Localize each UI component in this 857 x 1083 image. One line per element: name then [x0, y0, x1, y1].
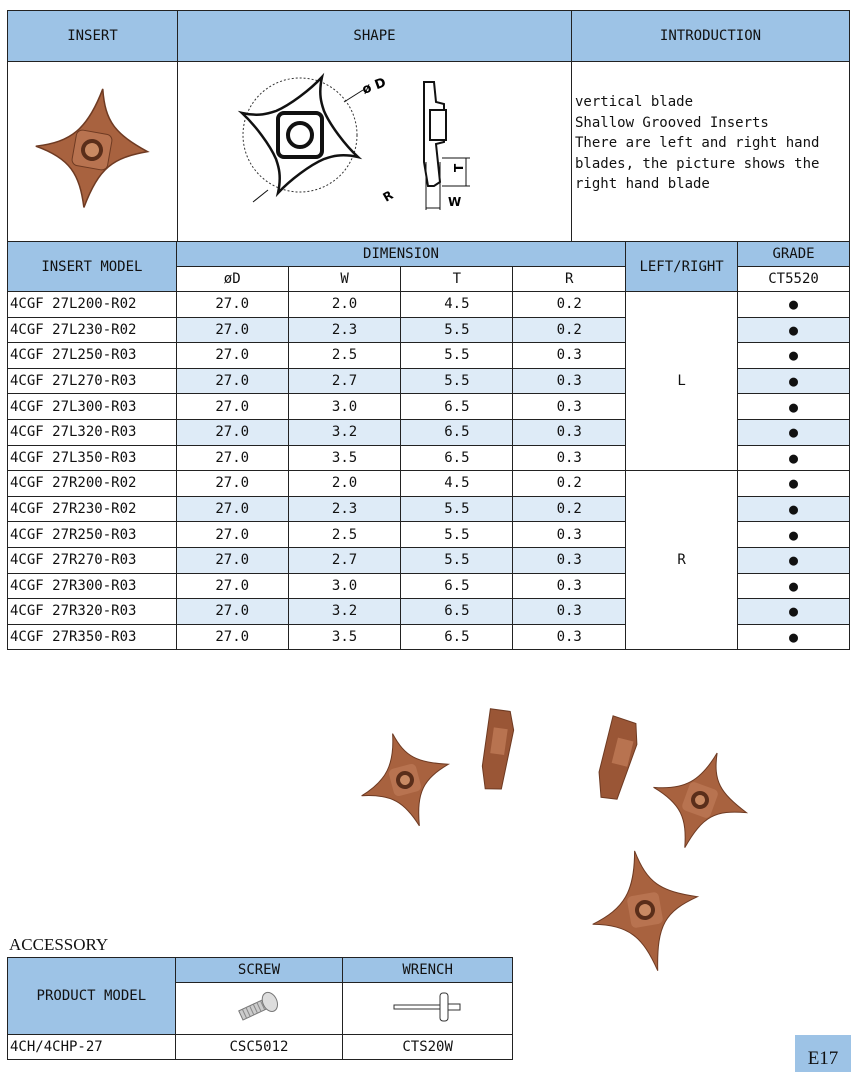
dim-header-w: W — [288, 267, 401, 292]
r-cell: 0.3 — [513, 445, 626, 471]
t-cell: 4.5 — [401, 292, 513, 318]
grade-mark: ● — [738, 343, 850, 369]
thickness-label: T — [452, 163, 466, 172]
d-cell: 27.0 — [176, 471, 288, 497]
t-cell: 6.5 — [401, 624, 513, 650]
side-cell: R — [626, 471, 738, 650]
grade-mark: ● — [738, 445, 850, 471]
model-cell: 4CGF 27R270-R03 — [8, 547, 177, 573]
w-cell: 3.2 — [288, 599, 401, 625]
page-number: E17 — [795, 1035, 851, 1072]
d-cell: 27.0 — [176, 317, 288, 343]
w-cell: 3.0 — [288, 394, 401, 420]
model-cell: 4CGF 27R350-R03 — [8, 624, 177, 650]
r-cell: 0.2 — [513, 496, 626, 522]
w-cell: 3.0 — [288, 573, 401, 599]
model-cell: 4CGF 27L200-R02 — [8, 292, 177, 318]
wrench-code: CTS20W — [343, 1035, 513, 1060]
d-cell: 27.0 — [176, 394, 288, 420]
t-cell: 5.5 — [401, 522, 513, 548]
diameter-label: ø D — [360, 75, 389, 98]
grade-mark: ● — [738, 573, 850, 599]
w-cell: 2.5 — [288, 522, 401, 548]
inserts-photo — [345, 700, 765, 985]
w-cell: 2.0 — [288, 292, 401, 318]
dim-header-r: R — [513, 267, 626, 292]
d-cell: 27.0 — [176, 522, 288, 548]
insert-header: INSERT — [8, 11, 178, 62]
t-cell: 4.5 — [401, 471, 513, 497]
wrench-header: WRENCH — [343, 958, 513, 983]
dim-header-d: øD — [176, 267, 288, 292]
d-cell: 27.0 — [176, 573, 288, 599]
radius-label: R — [380, 187, 396, 205]
screw-code: CSC5012 — [175, 1035, 343, 1060]
insert-overview-table — [7, 10, 850, 243]
grade-mark: ● — [738, 394, 850, 420]
shape-header: SHAPE — [178, 11, 572, 62]
left-right-header: LEFT/RIGHT — [626, 242, 738, 292]
w-cell: 2.5 — [288, 343, 401, 369]
model-cell: 4CGF 27L300-R03 — [8, 394, 177, 420]
insert-photo — [8, 62, 177, 238]
model-cell: 4CGF 27L350-R03 — [8, 445, 177, 471]
dimension-header: DIMENSION — [176, 242, 625, 267]
r-cell: 0.3 — [513, 624, 626, 650]
model-cell: 4CGF 27R300-R03 — [8, 573, 177, 599]
r-cell: 0.2 — [513, 471, 626, 497]
d-cell: 27.0 — [176, 624, 288, 650]
r-cell: 0.3 — [513, 368, 626, 394]
t-cell: 6.5 — [401, 394, 513, 420]
introduction-header: INTRODUCTION — [572, 11, 850, 62]
accessory-model: 4CH/4CHP-27 — [8, 1035, 176, 1060]
shape-drawing — [178, 62, 571, 238]
screw-header: SCREW — [175, 958, 343, 983]
grade-mark: ● — [738, 496, 850, 522]
insert-photo-cell — [8, 62, 178, 243]
model-cell: 4CGF 27R250-R03 — [8, 522, 177, 548]
model-cell: 4CGF 27R200-R02 — [8, 471, 177, 497]
t-cell: 5.5 — [401, 317, 513, 343]
t-cell: 6.5 — [401, 445, 513, 471]
model-cell: 4CGF 27L250-R03 — [8, 343, 177, 369]
r-cell: 0.3 — [513, 394, 626, 420]
t-cell: 5.5 — [401, 547, 513, 573]
grade-header: GRADE — [738, 242, 850, 267]
model-cell: 4CGF 27L230-R02 — [8, 317, 177, 343]
w-cell: 2.3 — [288, 317, 401, 343]
screw-image-cell — [175, 983, 343, 1035]
dim-header-t: T — [401, 267, 513, 292]
grade-mark: ● — [738, 471, 850, 497]
introduction-cell — [572, 62, 850, 243]
d-cell: 27.0 — [176, 419, 288, 445]
intro-line: Shallow Grooved Inserts — [575, 114, 769, 131]
model-header: INSERT MODEL — [8, 242, 177, 292]
t-cell: 5.5 — [401, 368, 513, 394]
accessory-table — [7, 957, 513, 1060]
insert-spec-table — [7, 241, 850, 650]
t-cell: 6.5 — [401, 573, 513, 599]
w-cell: 2.7 — [288, 368, 401, 394]
width-label: W — [448, 195, 462, 209]
table-row — [8, 471, 850, 497]
shape-drawing-cell — [178, 62, 572, 243]
intro-line: vertical blade — [575, 94, 694, 110]
r-cell: 0.3 — [513, 419, 626, 445]
w-cell: 3.2 — [288, 419, 401, 445]
grade-mark: ● — [738, 522, 850, 548]
model-cell: 4CGF 27L320-R03 — [8, 419, 177, 445]
intro-line: right hand blade — [575, 176, 710, 192]
r-cell: 0.3 — [513, 573, 626, 599]
d-cell: 27.0 — [176, 292, 288, 318]
table-row — [8, 292, 850, 318]
side-cell: L — [626, 292, 738, 471]
w-cell: 2.7 — [288, 547, 401, 573]
d-cell: 27.0 — [176, 368, 288, 394]
model-cell: 4CGF 27R320-R03 — [8, 599, 177, 625]
r-cell: 0.3 — [513, 522, 626, 548]
r-cell: 0.3 — [513, 547, 626, 573]
t-cell: 6.5 — [401, 419, 513, 445]
intro-line: There are left and right hand — [575, 135, 820, 151]
grade-mark: ● — [738, 624, 850, 650]
t-cell: 5.5 — [401, 343, 513, 369]
product-model-header: PRODUCT MODEL — [8, 958, 176, 1035]
intro-line: blades, the picture shows the — [575, 155, 820, 172]
d-cell: 27.0 — [176, 445, 288, 471]
d-cell: 27.0 — [176, 599, 288, 625]
d-cell: 27.0 — [176, 343, 288, 369]
grade-mark: ● — [738, 547, 850, 573]
w-cell: 2.3 — [288, 496, 401, 522]
model-cell: 4CGF 27L270-R03 — [8, 368, 177, 394]
d-cell: 27.0 — [176, 496, 288, 522]
grade-mark: ● — [738, 317, 850, 343]
r-cell: 0.3 — [513, 343, 626, 369]
accessory-title: ACCESSORY — [9, 935, 109, 954]
wrench-image-cell — [343, 983, 513, 1035]
r-cell: 0.3 — [513, 599, 626, 625]
grade-mark: ● — [738, 419, 850, 445]
grade-code-header: CT5520 — [738, 267, 850, 292]
wrench-icon — [388, 985, 468, 1029]
model-cell: 4CGF 27R230-R02 — [8, 496, 177, 522]
grade-mark: ● — [738, 292, 850, 318]
grade-mark: ● — [738, 599, 850, 625]
r-cell: 0.2 — [513, 317, 626, 343]
t-cell: 5.5 — [401, 496, 513, 522]
grade-mark: ● — [738, 368, 850, 394]
w-cell: 3.5 — [288, 445, 401, 471]
screw-icon — [229, 985, 289, 1029]
w-cell: 2.0 — [288, 471, 401, 497]
w-cell: 3.5 — [288, 624, 401, 650]
d-cell: 27.0 — [176, 547, 288, 573]
r-cell: 0.2 — [513, 292, 626, 318]
t-cell: 6.5 — [401, 599, 513, 625]
